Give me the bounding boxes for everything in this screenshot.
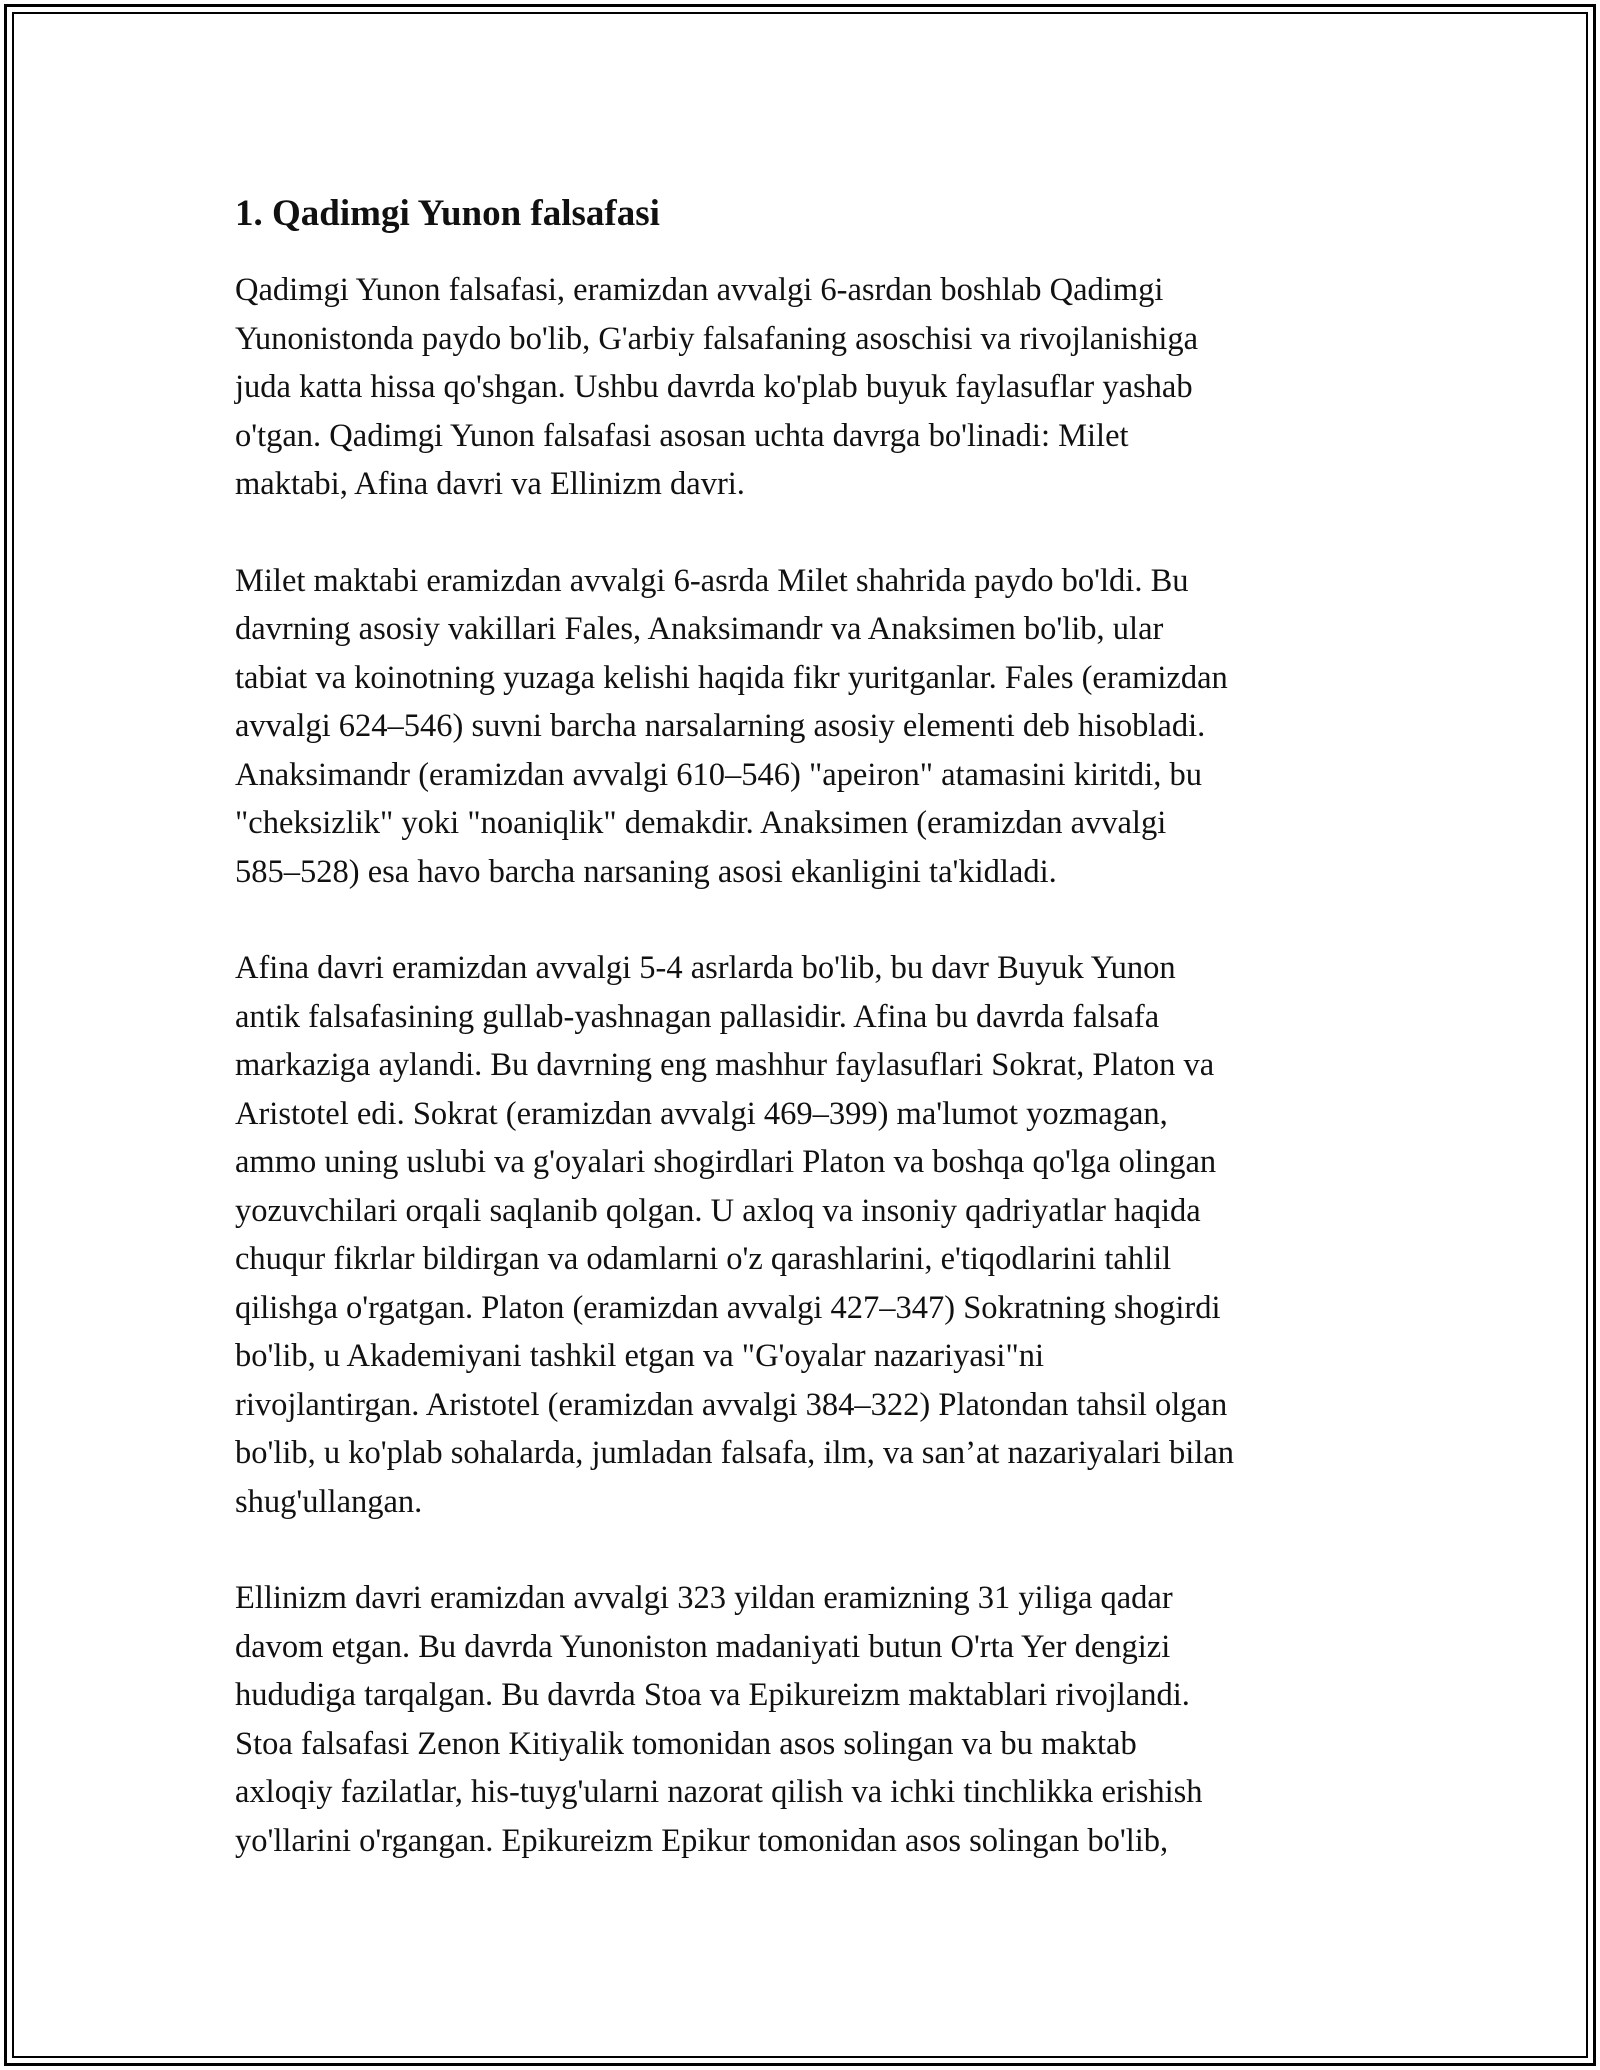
text-line: ammo uning uslubi va g'oyalari shogirdlari Platon va boshqa qo'lga olingan [235,1144,1217,1180]
text-line: rivojlantirgan. Aristotel (eramizdan avvalgi 384–322) Platondan tahsil olgan [235,1386,1228,1423]
text-line: Stoa falsafasi Zenon Kitiyalik tomonidan asos solingan va bu maktab [235,1725,1137,1762]
text-line: maktabi, Afina davri va Ellinizm davri. [235,466,745,502]
text-line: shug'ullangan. [235,1483,423,1520]
text-line: "cheksizlik" yoki "noaniqlik" demakdir. Anaksimen (eramizdan avvalgi [235,805,1167,841]
text-line: tabiat va koinotning yuzaga kelishi haqida fikr yuritganlar. Fales (eramizdan [235,659,1228,696]
text-line: davom etgan. Bu davrda Yunoniston madaniyati butun O'rta Yer dengizi [235,1628,1171,1665]
text-line: Afina davri eramizdan avvalgi 5-4 asrlarda bo'lib, bu davr Buyuk Yunon [235,950,1176,986]
text-line: antik falsafasining gullab-yashnagan pallasidir. Afina bu davrda falsafa [235,998,1160,1035]
text-line: bo'lib, u ko'plab sohalarda, jumladan falsafa, ilm, va san’at nazariyalari bilan [235,1435,1234,1471]
text-line: Ellinizm davri eramizdan avvalgi 323 yildan eramizning 31 yiliga qadar [235,1580,1173,1616]
text-line: Anaksimandr (eramizdan avvalgi 610–546) "apeiron" atamasini kiritdi, bu [235,756,1202,793]
paragraph-afina [235,944,1375,1526]
paragraph-milet [235,557,1375,897]
text-line: Qadimgi Yunon falsafasi, eramizdan avvalgi 6-asrdan boshlab Qadimgi [235,272,1164,308]
text-line: juda katta hissa qo'shgan. Ushbu davrda ko'plab buyuk faylasuflar yashab [235,369,1193,405]
text-line: 585–528) esa havo barcha narsaning asosi ekanligini ta'kidladi. [235,853,1057,890]
paragraph-intro [235,266,1375,509]
paragraph-ellinizm [235,1574,1375,1865]
text-line: qilishga o'rgatgan. Platon (eramizdan avvalgi 427–347) Sokratning shogirdi [235,1289,1221,1326]
text-line: hududiga tarqalgan. Bu davrda Stoa va Epikureizm maktablari rivojlandi. [235,1677,1190,1713]
text-line: o'tgan. Qadimgi Yunon falsafasi asosan uchta davrga bo'linadi: Milet [235,417,1129,454]
text-line: yo'llarini o'rgangan. Epikureizm Epikur tomonidan asos solingan bo'lib, [235,1822,1169,1859]
section-heading: 1. Qadimgi Yunon falsafasi [235,193,660,234]
text-line: Milet maktabi eramizdan avvalgi 6-asrda Milet shahrida paydo bo'ldi. Bu [235,562,1189,599]
document-body [235,188,1375,1913]
text-line: chuqur fikrlar bildirgan va odamlarni o'z qarashlarini, e'tiqodlarini tahlil [235,1241,1172,1277]
text-line: davrning asosiy vakillari Fales, Anaksimandr va Anaksimen bo'lib, ular [235,611,1164,647]
text-line: Aristotel edi. Sokrat (eramizdan avvalgi 469–399) ma'lumot yozmagan, [235,1095,1168,1132]
text-line: Yunonistonda paydo bo'lib, G'arbiy falsafaning asoschisi va rivojlanishiga [235,320,1199,357]
text-line: axloqiy fazilatlar, his-tuyg'ularni nazorat qilish va ichki tinchlikka erishish [235,1774,1203,1810]
text-line: markaziga aylandi. Bu davrning eng mashhur faylasuflari Sokrat, Platon va [235,1047,1215,1083]
text-line: yozuvchilari orqali saqlanib qolgan. U axloq va insoniy qadriyatlar haqida [235,1192,1201,1229]
text-line: avvalgi 624–546) suvni barcha narsalarning asosiy elementi deb hisobladi. [235,708,1206,744]
text-line: bo'lib, u Akademiyani tashkil etgan va "G'oyalar nazariyasi"ni [235,1338,1044,1374]
